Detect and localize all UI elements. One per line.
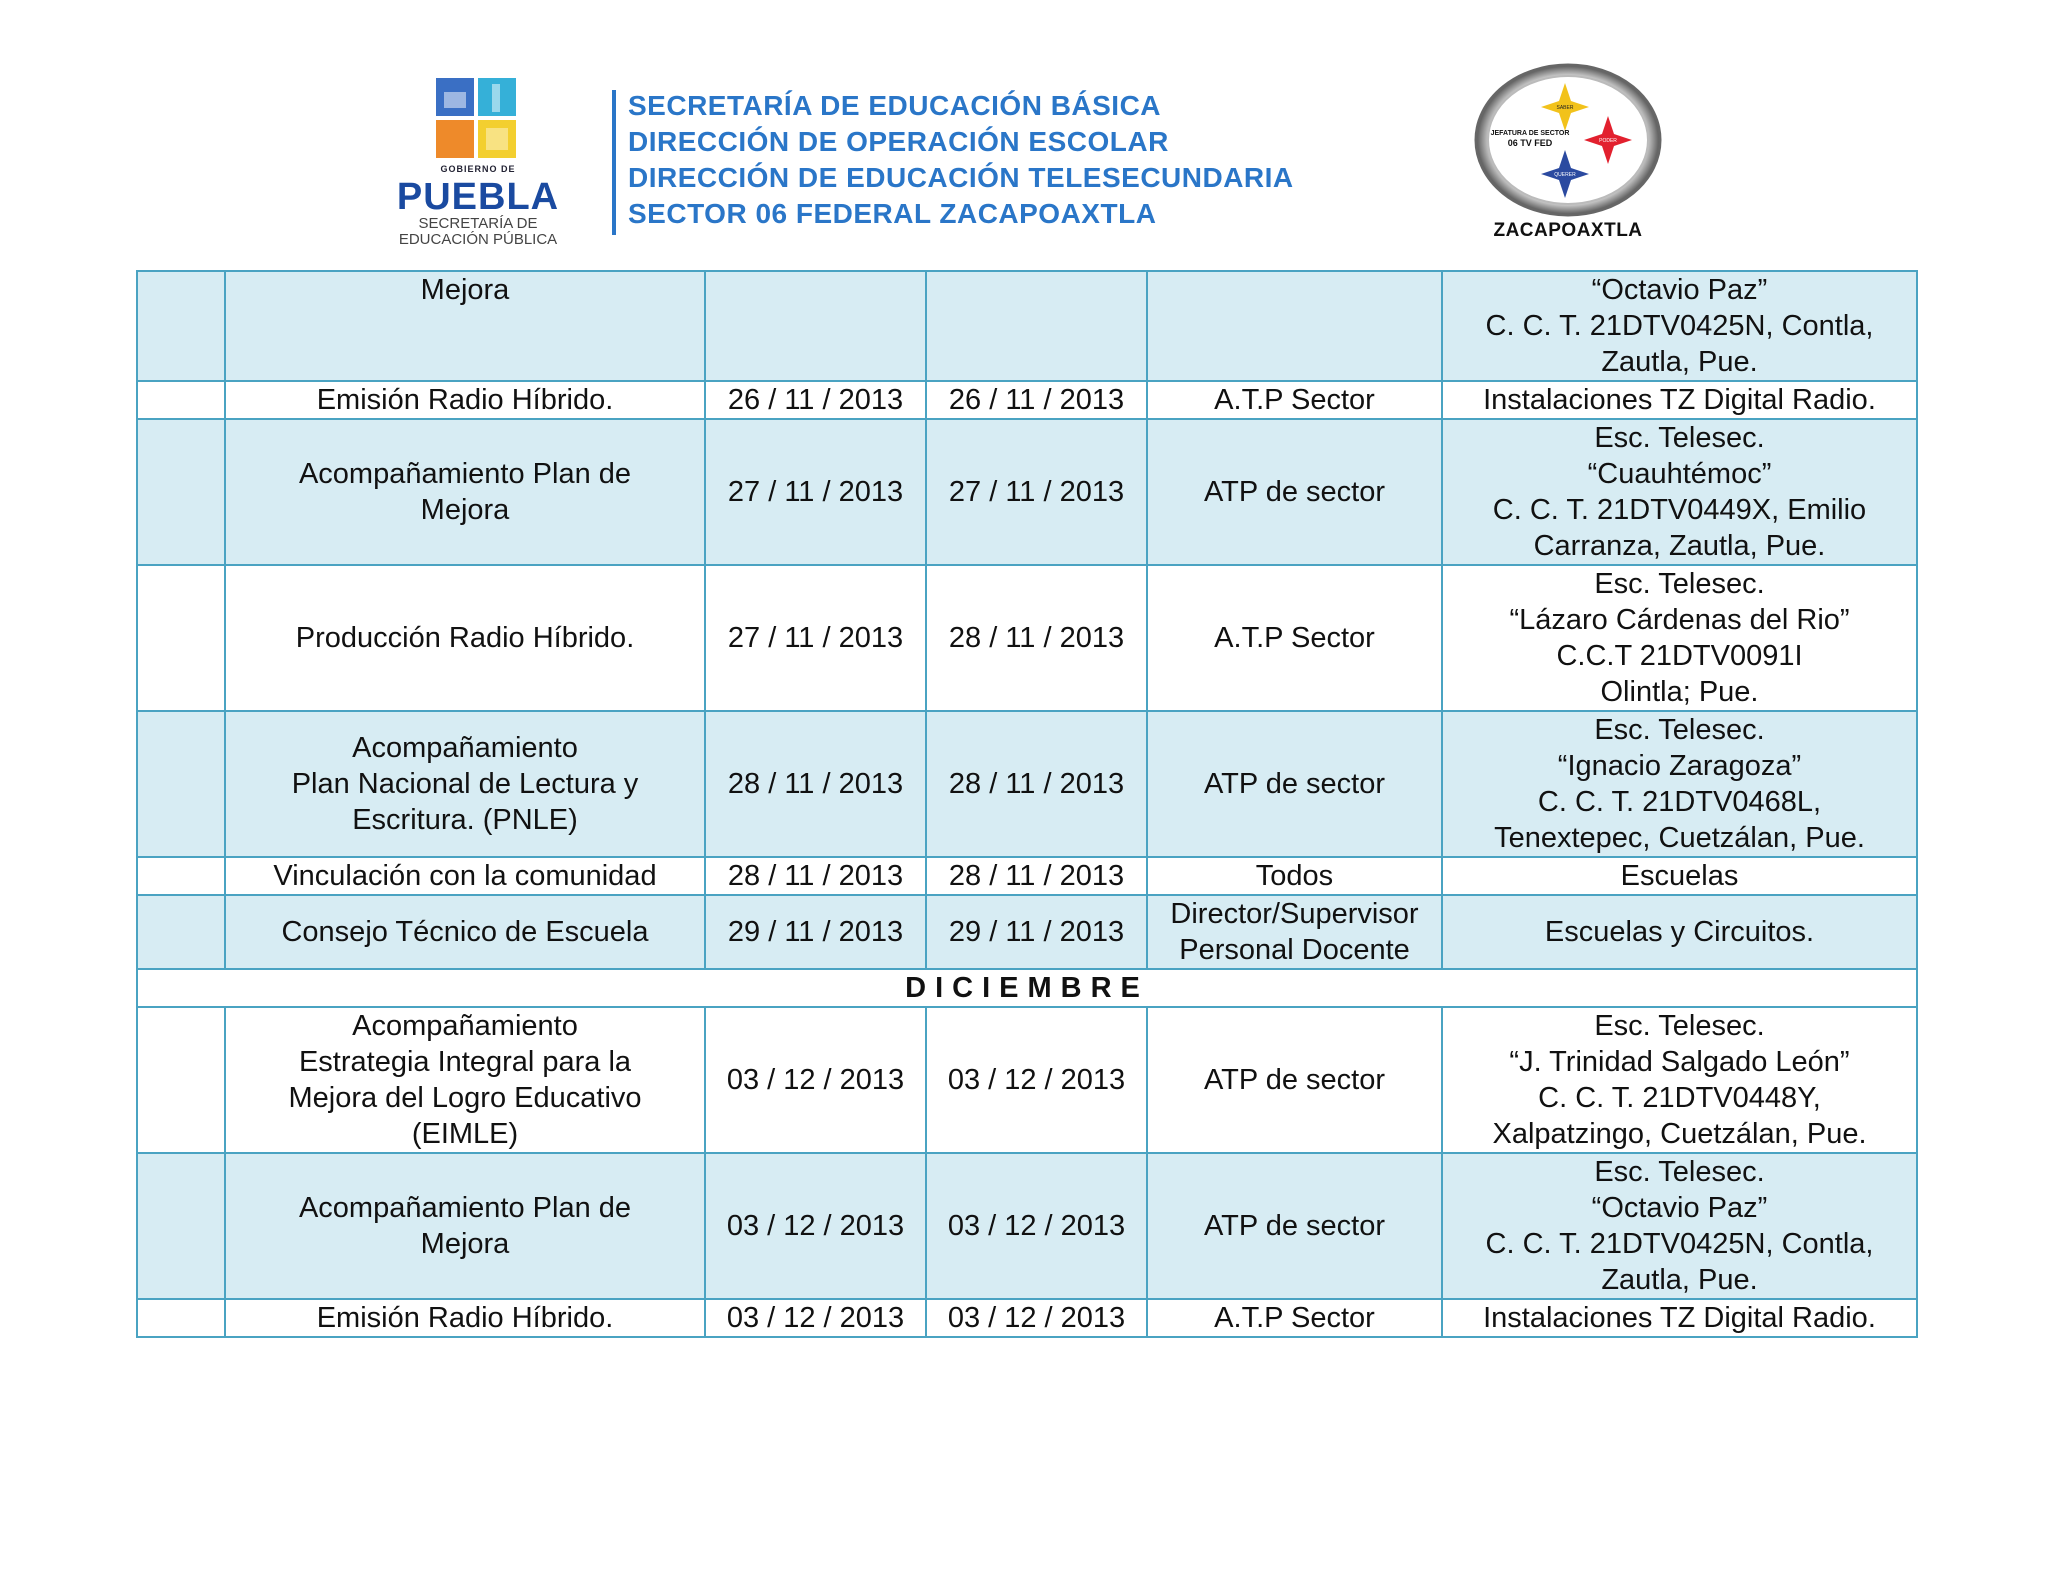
cell-start-date: 27 / 11 / 2013 bbox=[705, 419, 926, 565]
cell-responsible bbox=[1147, 895, 1442, 969]
cell-start-date: 03 / 12 / 2013 bbox=[705, 1299, 926, 1337]
table-row bbox=[137, 711, 1917, 857]
month-heading: DICIEMBRE bbox=[137, 969, 1917, 1007]
place-line: “Cuauhtémoc” bbox=[1587, 458, 1772, 490]
cell-end-date: 03 / 12 / 2013 bbox=[926, 1299, 1147, 1337]
activity-line: Estrategia Integral para la bbox=[298, 1046, 632, 1078]
schedule-body bbox=[137, 271, 1917, 1337]
place-line: C. C. T. 21DTV0468L, bbox=[1537, 786, 1822, 818]
responsible-line: ATP de sector bbox=[1203, 1210, 1386, 1242]
cell-end-date bbox=[926, 271, 1147, 381]
cell-responsible bbox=[1147, 271, 1442, 381]
table-row bbox=[137, 419, 1917, 565]
place-line: “Ignacio Zaragoza” bbox=[1557, 750, 1802, 782]
responsible-line: Director/Supervisor bbox=[1170, 898, 1419, 930]
schedule-table bbox=[136, 270, 1918, 1338]
cell-start-date: 27 / 11 / 2013 bbox=[705, 565, 926, 711]
cell-start-date: 03 / 12 / 2013 bbox=[705, 1153, 926, 1299]
sector-logo bbox=[1468, 62, 1668, 252]
sector-emblem-icon bbox=[1468, 62, 1668, 222]
page-header bbox=[0, 58, 2048, 248]
place-line: Esc. Telesec. bbox=[1594, 1010, 1765, 1042]
cell-place bbox=[1442, 711, 1917, 857]
title-line-1: SECRETARÍA DE EDUCACIÓN BÁSICA bbox=[628, 90, 1162, 121]
responsible-line: A.T.P Sector bbox=[1214, 1302, 1375, 1334]
place-line: Olintla; Pue. bbox=[1600, 676, 1759, 708]
cell-start-date: 28 / 11 / 2013 bbox=[705, 711, 926, 857]
responsible-line: Personal Docente bbox=[1179, 934, 1410, 966]
activity-line: Mejora bbox=[420, 274, 510, 306]
month-row bbox=[137, 969, 1917, 1007]
cell-activity bbox=[225, 565, 705, 711]
sep-label-line1: SECRETARÍA DE bbox=[418, 215, 538, 232]
place-line: Esc. Telesec. bbox=[1594, 1156, 1765, 1188]
cell-index bbox=[137, 711, 225, 857]
activity-line: Escritura. (PNLE) bbox=[352, 804, 578, 836]
cell-responsible bbox=[1147, 1299, 1442, 1337]
cell-index bbox=[137, 419, 225, 565]
activity-line: Plan Nacional de Lectura y bbox=[291, 768, 639, 800]
table-row bbox=[137, 1299, 1917, 1337]
place-line: “Lázaro Cárdenas del Rio” bbox=[1509, 604, 1850, 636]
cell-index bbox=[137, 1299, 225, 1337]
cell-index bbox=[137, 271, 225, 381]
place-line: Escuelas bbox=[1620, 860, 1739, 892]
place-line: C. C. T. 21DTV0425N, Contla, bbox=[1485, 1228, 1874, 1260]
cell-activity bbox=[225, 419, 705, 565]
cell-end-date: 03 / 12 / 2013 bbox=[926, 1007, 1147, 1153]
cell-responsible bbox=[1147, 381, 1442, 419]
activity-line: Emisión Radio Híbrido. bbox=[316, 384, 614, 416]
sep-label bbox=[378, 216, 578, 248]
responsible-line: Todos bbox=[1255, 860, 1334, 892]
place-line: Carranza, Zautla, Pue. bbox=[1533, 530, 1826, 562]
table-row bbox=[137, 565, 1917, 711]
responsible-line: ATP de sector bbox=[1203, 1064, 1386, 1096]
table-row bbox=[137, 381, 1917, 419]
place-line: Zautla, Pue. bbox=[1601, 1264, 1758, 1296]
activity-line: Emisión Radio Híbrido. bbox=[316, 1302, 614, 1334]
star-label-3: QUERER bbox=[1554, 172, 1576, 178]
cell-index bbox=[137, 895, 225, 969]
cell-responsible bbox=[1147, 1153, 1442, 1299]
cell-end-date: 28 / 11 / 2013 bbox=[926, 857, 1147, 895]
cell-end-date: 27 / 11 / 2013 bbox=[926, 419, 1147, 565]
activity-line: Acompañamiento Plan de bbox=[298, 458, 632, 490]
header-titles bbox=[628, 88, 1294, 232]
responsible-line: ATP de sector bbox=[1203, 768, 1386, 800]
table-row bbox=[137, 1153, 1917, 1299]
cell-start-date: 28 / 11 / 2013 bbox=[705, 857, 926, 895]
activity-line: Acompañamiento bbox=[352, 732, 578, 764]
sep-label-line2: EDUCACIÓN PÚBLICA bbox=[398, 231, 558, 248]
cell-activity bbox=[225, 857, 705, 895]
header-divider bbox=[612, 90, 616, 235]
place-line: Instalaciones TZ Digital Radio. bbox=[1483, 1302, 1876, 1334]
place-line: C. C. T. 21DTV0425N, Contla, bbox=[1485, 310, 1874, 342]
place-line: “J. Trinidad Salgado León” bbox=[1509, 1046, 1850, 1078]
title-line-2: DIRECCIÓN DE OPERACIÓN ESCOLAR bbox=[628, 126, 1169, 157]
cell-start-date: 03 / 12 / 2013 bbox=[705, 1007, 926, 1153]
activity-line: Acompañamiento bbox=[352, 1010, 578, 1042]
place-line: C. C. T. 21DTV0449X, Emilio bbox=[1492, 494, 1867, 526]
table-row bbox=[137, 271, 1917, 381]
sector-logo-name: ZACAPOAXTLA bbox=[1493, 220, 1643, 241]
place-line: “Octavio Paz” bbox=[1591, 1192, 1768, 1224]
cell-activity bbox=[225, 711, 705, 857]
place-line: Esc. Telesec. bbox=[1594, 568, 1765, 600]
cell-place bbox=[1442, 419, 1917, 565]
star-label-1: SABER bbox=[1556, 105, 1574, 111]
cell-end-date: 28 / 11 / 2013 bbox=[926, 565, 1147, 711]
responsible-line: ATP de sector bbox=[1203, 476, 1386, 508]
cell-index bbox=[137, 1007, 225, 1153]
cell-start-date: 29 / 11 / 2013 bbox=[705, 895, 926, 969]
place-line: Escuelas y Circuitos. bbox=[1544, 916, 1815, 948]
cell-index bbox=[137, 565, 225, 711]
cell-start-date bbox=[705, 271, 926, 381]
cell-place bbox=[1442, 1153, 1917, 1299]
activity-line: Producción Radio Híbrido. bbox=[295, 622, 635, 654]
cell-end-date: 28 / 11 / 2013 bbox=[926, 711, 1147, 857]
cell-responsible bbox=[1147, 1007, 1442, 1153]
cell-place bbox=[1442, 1299, 1917, 1337]
govt-label: GOBIERNO DE bbox=[440, 164, 516, 174]
cell-activity bbox=[225, 895, 705, 969]
place-line: Esc. Telesec. bbox=[1594, 714, 1765, 746]
cell-index bbox=[137, 381, 225, 419]
place-line: Tenextepec, Cuetzálan, Pue. bbox=[1494, 822, 1865, 854]
cell-end-date: 03 / 12 / 2013 bbox=[926, 1153, 1147, 1299]
table-row bbox=[137, 857, 1917, 895]
place-line: Zautla, Pue. bbox=[1601, 346, 1758, 378]
cell-responsible bbox=[1147, 857, 1442, 895]
puebla-sep-logo bbox=[378, 78, 578, 248]
cell-activity bbox=[225, 1153, 705, 1299]
emblem-text-1: JEFATURA DE SECTOR bbox=[1490, 130, 1570, 137]
activity-line: Acompañamiento Plan de bbox=[298, 1192, 632, 1224]
place-line: C.C.T 21DTV0091I bbox=[1556, 640, 1803, 672]
cell-activity bbox=[225, 381, 705, 419]
place-line: C. C. T. 21DTV0448Y, bbox=[1538, 1082, 1821, 1114]
responsible-line: A.T.P Sector bbox=[1214, 622, 1375, 654]
cell-place bbox=[1442, 271, 1917, 381]
cell-responsible bbox=[1147, 711, 1442, 857]
activity-line: Mejora bbox=[420, 494, 510, 526]
activity-line: Vinculación con la comunidad bbox=[273, 860, 657, 892]
cell-place bbox=[1442, 857, 1917, 895]
responsible-line: A.T.P Sector bbox=[1214, 384, 1375, 416]
star-label-2: PODER bbox=[1599, 138, 1617, 144]
place-line: “Octavio Paz” bbox=[1591, 274, 1768, 306]
cell-index bbox=[137, 1153, 225, 1299]
cell-responsible bbox=[1147, 419, 1442, 565]
cell-responsible bbox=[1147, 565, 1442, 711]
cell-activity bbox=[225, 271, 705, 381]
place-line: Instalaciones TZ Digital Radio. bbox=[1483, 384, 1876, 416]
title-line-4: SECTOR 06 FEDERAL ZACAPOAXTLA bbox=[628, 198, 1157, 229]
cell-start-date: 26 / 11 / 2013 bbox=[705, 381, 926, 419]
cell-place bbox=[1442, 1007, 1917, 1153]
cell-end-date: 29 / 11 / 2013 bbox=[926, 895, 1147, 969]
activity-line: Mejora del Logro Educativo bbox=[288, 1082, 642, 1114]
title-line-3: DIRECCIÓN DE EDUCACIÓN TELESECUNDARIA bbox=[628, 162, 1294, 193]
cell-index bbox=[137, 857, 225, 895]
puebla-wordmark: PUEBLA bbox=[396, 176, 560, 218]
activity-line: (EIMLE) bbox=[411, 1118, 519, 1150]
cell-end-date: 26 / 11 / 2013 bbox=[926, 381, 1147, 419]
cell-place bbox=[1442, 895, 1917, 969]
puebla-squares-icon bbox=[436, 78, 516, 158]
table-row bbox=[137, 1007, 1917, 1153]
activity-line: Mejora bbox=[420, 1228, 510, 1260]
cell-place bbox=[1442, 565, 1917, 711]
emblem-text-2: 06 TV FED bbox=[1507, 138, 1553, 148]
cell-activity bbox=[225, 1007, 705, 1153]
table-row bbox=[137, 895, 1917, 969]
place-line: Xalpatzingo, Cuetzálan, Pue. bbox=[1492, 1118, 1867, 1150]
cell-place bbox=[1442, 381, 1917, 419]
place-line: Esc. Telesec. bbox=[1594, 422, 1765, 454]
cell-activity bbox=[225, 1299, 705, 1337]
activity-line: Consejo Técnico de Escuela bbox=[281, 916, 649, 948]
